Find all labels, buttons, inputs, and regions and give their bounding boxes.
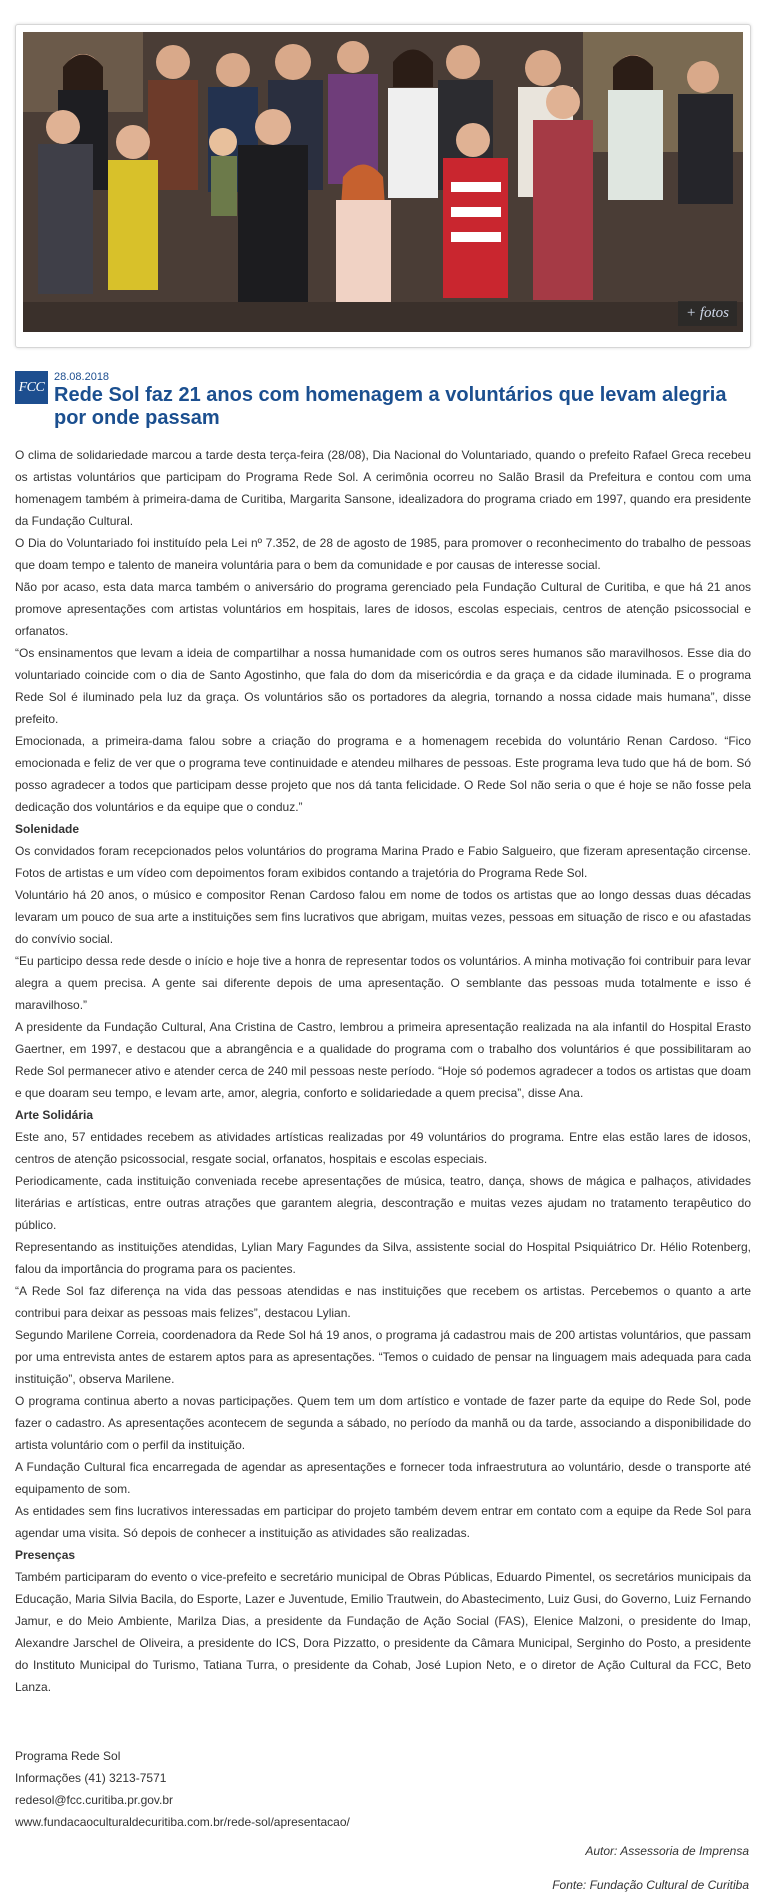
article-paragraph: Não por acaso, esta data marca também o aniversário do programa gerenciado pela Fundação Cultural de Curitiba, e que há 21 anos promove apresentações com artistas voluntários em hospitais, lares de idosos, escolas especiais, centros de atenção psicossocial e orfanatos. — [15, 580, 751, 638]
article-paragraph: O programa continua aberto a novas participações. Quem tem um dom artístico e vontade de fazer parte da equipe do Rede Sol, pode fazer o cadastro. As apresentações acontecem de segunda a sábado, no período da manhã ou da tarde, associando a disponibilidade do artista voluntário com o perfil da instituição. — [15, 1394, 751, 1452]
article-paragraph: Segundo Marilene Correia, coordenadora da Rede Sol há 19 anos, o programa já cadastrou mais de 200 artistas voluntários, que passam por uma entrevista antes de estarem aptos para as apresentações. “Temos o cuidado de pensar na linguagem mais adequada para cada instituição”, observa Marilene. — [15, 1328, 751, 1386]
section-heading: Solenidade — [15, 822, 80, 836]
article-title: Rede Sol faz 21 anos com homenagem a voluntários que levam alegria por onde passam — [54, 384, 727, 429]
article-paragraph: “A Rede Sol faz diferença na vida das pessoas atendidas e nas instituições que recebem os artistas. Percebemos o quanto a arte contribui para deixar as pessoas mais felizes”, destacou Lylian. — [15, 1284, 751, 1320]
contact-url[interactable]: www.fundacaoculturaldecuritiba.com.br/rede-sol/apresentacao/ — [15, 1815, 350, 1829]
photo-gallery-frame — [15, 24, 751, 348]
article-paragraph: Periodicamente, cada instituição conveniada recebe apresentações de música, teatro, dança, shows de mágica e palhaços, atividades literárias e artísticas, entre outras atrações que garantem alegria, descontração e muitas vezes ajudam no tratamento terapêutico do público. — [15, 1174, 751, 1232]
article-paragraph: As entidades sem fins lucrativos interessadas em participar do projeto também devem entrar em contato com a equipe da Rede Sol para agendar uma visita. Só depois de conhecer a instituição as atividades são realizadas. — [15, 1504, 751, 1540]
article-author: Autor: Assessoria de Imprensa — [585, 1844, 749, 1858]
article-paragraph: Voluntário há 20 anos, o músico e compositor Renan Cardoso falou em nome de todos os artistas que ao longo dessas duas décadas levaram um pouco de sua arte a instituições sem fins lucrativos que abrigam, muitas vezes, pessoas em situação de risco e ou afastadas do convívio social. — [15, 888, 751, 946]
article-paragraph: A presidente da Fundação Cultural, Ana Cristina de Castro, lembrou a primeira apresentação realizada na ala infantil do Hospital Erasto Gaertner, em 1997, e destacou que a abrangência e a qualidade do programa com o trabalho dos voluntários é que possibilitaram ao Rede Sol permanecer ativo e atender cerca de 240 mil pessoas neste período. “Hoje só podemos agradecer a todos os artistas que doam e que doaram seu tempo, e levam arte, amor, alegria, conforto e solidariedade a quem precisa”, disse Ana. — [15, 1020, 751, 1100]
article-paragraph: “Os ensinamentos que levam a ideia de compartilhar a nossa humanidade com os outros seres humanos são maravilhosos. Esse dia do voluntariado coincide com o dia de Santo Agostinho, que fala do dom da misericórdia e da graça e da cidade iluminada. E o programa Rede Sol é iluminado pela luz da graça. Os voluntários são os portadores da alegria, tornando a nossa cidade mais humana”, disse prefeito. — [15, 646, 751, 726]
article-paragraph: O Dia do Voluntariado foi instituído pela Lei nº 7.352, de 28 de agosto de 1985, para promover o reconhecimento do trabalho de pessoas que doam tempo e talento de maneira voluntária para o bem da comunidade e por causas de interesse social. — [15, 536, 751, 572]
article-source: Fonte: Fundação Cultural de Curitiba — [552, 1878, 749, 1892]
contact-block — [15, 1745, 350, 1833]
article-paragraph: Os convidados foram recepcionados pelos voluntários do programa Marina Prado e Fabio Salgueiro, que fizeram apresentação circense. Fotos de artistas e um vídeo com depoimentos foram exibidos contando a trajetória do Programa Rede Sol. — [15, 844, 751, 880]
section-heading: Presenças — [15, 1548, 76, 1562]
article-paragraph: Emocionada, a primeira-dama falou sobre a criação do programa e a homenagem recebida do voluntário Renan Cardoso. “Fico emocionada e feliz de ver que o programa teve continuidade e atendeu milhares de pessoas. Este programa leva tudo que há de bom. Só posso agradecer a todos que participam desse projeto que nos dá tanta felicidade. O Rede Sol não seria o que é hoje se não fosse pela dedicação dos voluntários e da equipe que o conduz.” — [15, 734, 751, 814]
section-heading: Arte Solidária — [15, 1108, 94, 1122]
article-paragraph: Este ano, 57 entidades recebem as atividades artísticas realizadas por 49 voluntários do programa. Entre elas estão lares de idosos, centros de atenção psicossocial, resgate social, orfanatos, hospitais e escolas especiais. — [15, 1130, 751, 1166]
group-photo[interactable] — [23, 32, 743, 332]
article-date: 28.08.2018 — [54, 371, 110, 383]
group-photo-illustration — [23, 32, 743, 332]
article-paragraph: A Fundação Cultural fica encarregada de agendar as apresentações e fornecer toda infraestrutura ao voluntário, desde o transporte até equipamento de som. — [15, 1460, 751, 1496]
more-photos-link[interactable]: + fotos — [678, 301, 737, 326]
contact-phone: Informações (41) 3213-7571 — [15, 1771, 167, 1785]
article-paragraph: “Eu participo dessa rede desde o início e hoje tive a honra de representar todos os voluntários. A minha motivação foi contribuir para levar alegra a quem precisa. A gente sai diferente depois de uma apresentação. O semblante das pessoas muda totalmente e isso é maravilhoso.” — [15, 954, 751, 1012]
article-paragraph: O clima de solidariedade marcou a tarde desta terça-feira (28/08), Dia Nacional do Voluntariado, quando o prefeito Rafael Greca recebeu os artistas voluntários que participam do Programa Rede Sol. A cerimônia ocorreu no Salão Brasil da Prefeitura e contou com uma homenagem também à primeira-dama de Curitiba, Margarita Sansone, idealizadora do programa criado em 1997, quando era presidente da Fundação Cultural. — [15, 448, 751, 528]
fcc-logo: FCC — [15, 371, 48, 404]
article-paragraph: Representando as instituições atendidas, Lylian Mary Fagundes da Silva, assistente social do Hospital Psiquiátrico Dr. Hélio Rotenberg, falou da importância do programa para os pacientes. — [15, 1240, 751, 1276]
article-body — [15, 444, 751, 1698]
contact-email[interactable]: redesol@fcc.curitiba.pr.gov.br — [15, 1793, 174, 1807]
contact-program: Programa Rede Sol — [15, 1749, 121, 1763]
article-paragraph: Também participaram do evento o vice-prefeito e secretário municipal de Obras Públicas, Eduardo Pimentel, os secretários municipais da Educação, Maria Silvia Bacila, do Esporte, Lazer e Juventude, Emilio Trautwein, do Abastecimento, Luiz Gusi, do Governo, Luiz Fernando Jamur, e do Meio Ambiente, Marilza Dias, a presidente da Fundação de Ação Social (FAS), Elenice Malzoni, o presidente do Imap, Alexandre Jarschel de Oliveira, a presidente do ICS, Dora Pizzatto, o presidente da Câmara Municipal, Serginho do Posto, a presidente do Instituto Municipal do Turismo, Tatiana Turra, o presidente da Cohab, José Lupion Neto, e o diretor de Ação Cultural da FCC, Beto Lanza. — [15, 1570, 751, 1694]
